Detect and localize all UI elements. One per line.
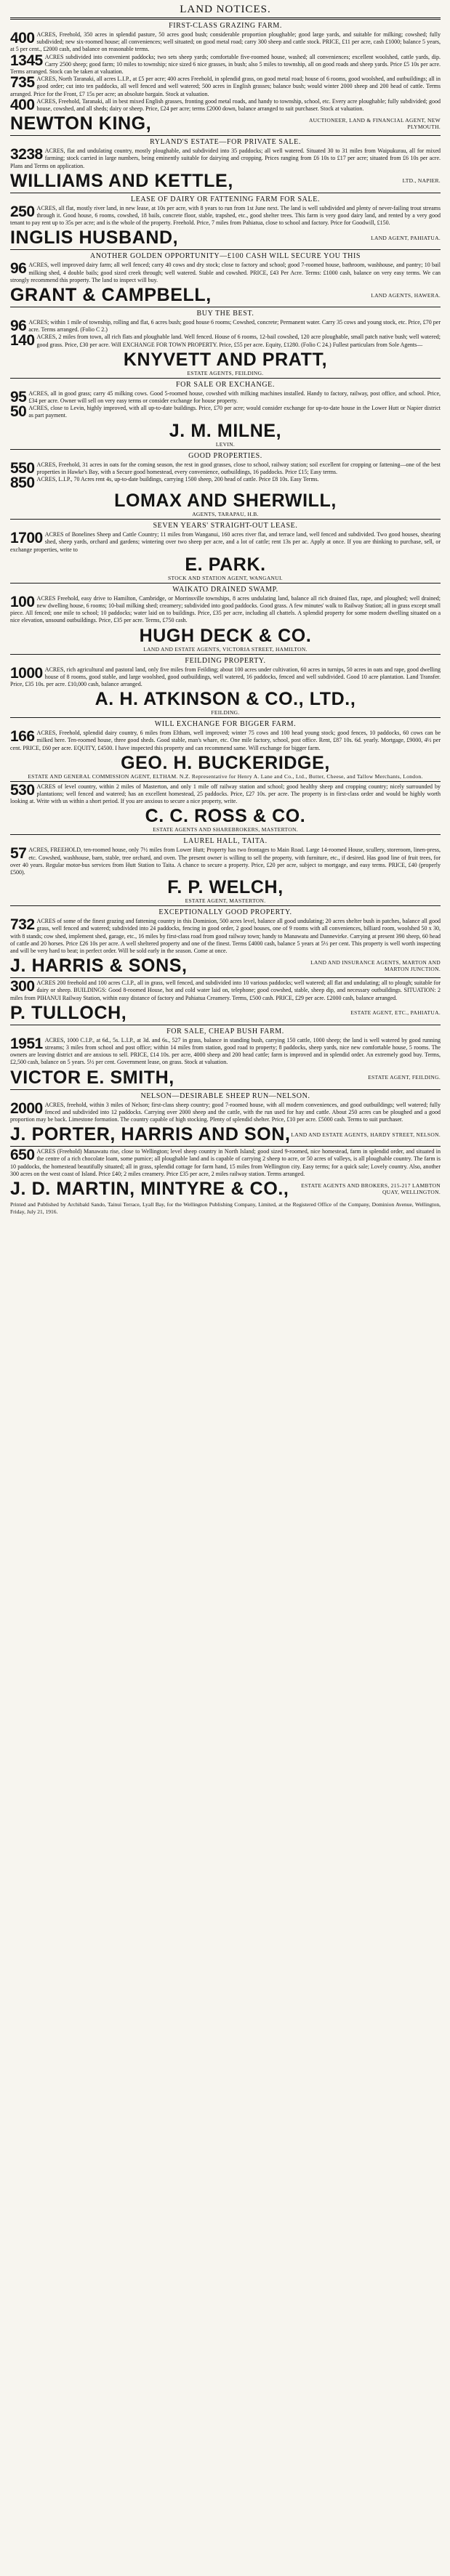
agent-address: AUCTIONEER, LAND & FINANCIAL AGENT, NEW PLYMOUTH. [308, 117, 441, 131]
agent-address: LAND AND ESTATE AGENTS, VICTORIA STREET, HAMILTON. [143, 645, 308, 653]
ad-text: ACRES, 2 miles from town, all rich flats and ploughable land. Well fenced. House of 6 rooms, 12-bail cowshed, 120 acre ploughable, small patch native bush; well watered; good grass. Price, £30 per acre. Will EXCHANGE FOR TOWN PROPERTY. Price, £55 per acre. Equity, £1280. (Folio C 24.) Fullest particulars from Sole Agents— [36, 334, 441, 348]
agent-address: FEILDING. [211, 709, 240, 716]
ad-text: ACRES of some of the finest grazing and fattening country in this Dominion, 500 acres level, balance all good undulating; 20 acres shelter bush in patches, balance all good grass, well fenced and watered; subdivided into 24 paddocks, fencing in good order, 2 good houses, one of 9 rooms with all conveniences, billiard room, woolshed 50 x 30, with 8 stands; cow shed, implement shed, garage, etc., 16 miles by first-class road from good railway town; handy to Manawatu and Dannevirke. Carrying at present 390 sheep, 60 head of cattle and 20 horses. Price £26 10s per acre. A well sheltered property and one of the finest. Terms £4000 cash, balance 5 years at 5½ per cent. This property is well worth inspecting and will be very hard to beat; in perfect order. Will be sold early in the season. Come at once. [10, 918, 441, 954]
agent-signature [10, 490, 441, 517]
acreage-figure: 57 [10, 845, 27, 863]
ad-paragraph [10, 148, 441, 170]
ad-subhead: FOR SALE, CHEAP BUSH FARM. [166, 1027, 284, 1035]
agent-signature [10, 626, 441, 653]
land-ad [10, 980, 441, 1023]
ad-paragraph [10, 476, 441, 490]
ad-text: ACRES, FREEHOLD, ten-roomed house, only 7½ miles from Lower Hutt; Property has two frontages to Main Road. Large 14-roomed House, scullery, storeroom, linen-press, etc. Cowshed, washhouse, barn, stable, tree orchard, and oven. The present owner is willing to sell the property, with furniture, etc., if desired. Has good line of fruit trees, for over 40 years. Regular motor-bus services from Hutt Station to Taita. A chance to secure a property. Price, £20 per acre, subject to mortgage, and easy terms. PRICE, £40 (properly £500). [10, 847, 441, 876]
agent-address: ESTATE AGENT, ETC., PAHIATUA. [350, 1009, 441, 1017]
land-ad [10, 1148, 441, 1199]
ad-subhead: WAIKATO DRAINED SWAMP. [172, 585, 278, 594]
printer-imprint: Printed and Published by Archibald Sando, Tainui Terrace, Lyall Bay, for the Wellington Publishing Company, Limited, at the Registered Office of the Company, Dominion Avenue, Wellington, Friday, July 21, 1916. [10, 1201, 441, 1215]
agent-name: WILLIAMS AND KETTLE, [10, 170, 233, 191]
ad-subhead: EXCEPTIONALLY GOOD PROPERTY. [158, 908, 292, 917]
ad-text: ACRES, flat and undulating country, mostly ploughable, and subdivided into 35 paddocks; all well watered. Situated 30 to 31 miles from Waipukurau, all for mixed farming; stock carried in large numbers, being eminently suitable for dairying and cropping. Prices ranging from £6 10s to £17 per acre; situated from £6 10s per acre. Plans and Terms on application. [10, 148, 441, 169]
acreage-figure: 850 [10, 475, 35, 492]
ad-paragraph [10, 262, 441, 284]
ad-paragraph [10, 98, 441, 113]
agent-name: KNYVETT AND PRATT, [123, 349, 328, 370]
ad-divider [10, 1089, 441, 1090]
agent-address: ESTATE AGENT, MASTERTON. [185, 897, 266, 905]
agent-name: GRANT & CAMPBELL, [10, 285, 212, 306]
ad-subhead: FEILDING PROPERTY. [185, 656, 266, 665]
ad-subhead: FOR SALE OR EXCHANGE. [176, 380, 275, 389]
agent-name: F. P. WELCH, [167, 877, 284, 898]
ad-paragraph [10, 980, 441, 1002]
ad-paragraph [10, 31, 441, 54]
ad-text: ACRES, North Taranaki, all acres L.I.P., at £5 per acre; 400 acres Freehold, in splendid grass, on good metal road; house of 6 rooms, good woolshed, and outbuildings; all in good order; cut into ten paddocks, all well fenced and well watered; 500 acres in English grasses; balance bush; would winter 2000 sheep and 200 head of cattle. Terms arranged. Price for the Front, £7 15s per acre; an absolute bargain. Stock at valuation. [10, 76, 441, 97]
land-ad [10, 380, 441, 448]
agent-address: LAND AGENT, PAHIATUA. [371, 234, 441, 241]
agent-name: GEO. H. BUCKERIDGE, [121, 752, 330, 773]
ad-paragraph [10, 531, 441, 554]
ad-text: ACRES of level country, within 2 miles of Masterton, and only 1 mile off railway station and school; good healthy sheep and cropping country; nicely surrounded by plantations; well fenced and watered; has an excellent homestead, 25 paddocks. Price, £27 10s. per acre. The property is in first-class order and would be highly worth looking at. Write with us within a short period. If you are anxious to secure a nice property, write. [10, 783, 441, 805]
ad-paragraph [10, 461, 441, 476]
ad-subhead: WILL EXCHANGE FOR BIGGER FARM. [154, 720, 297, 729]
acreage-figure: 530 [10, 781, 35, 799]
ad-paragraph [10, 847, 441, 876]
ad-divider [10, 977, 441, 978]
ad-divider [10, 249, 441, 250]
ad-text: ACRES, well improved dairy farm; all well fenced; carry 40 cows and dry stock; close to factory and school; good 7-roomed house, bathroom, washhouse, and pantry; 10 bail milking shed, 4 double bails; good sized creek through; well watered. Stable and cowshed. PRICE, £43 Per Acre. Terms: £1000 cash, balance on very easy terms. We can strongly recommend this property. The land to inspect will buy. [10, 262, 441, 283]
ad-subhead: GOOD PROPERTIES. [188, 451, 262, 460]
land-ad [10, 195, 441, 249]
ad-text: ACRES Freehold, easy drive to Hamilton, Cambridge, or Morrinsville townships, 8 acres undulating land, balance all rich drained flax, rape, and ploughed; well drained; new dwelling house, 6 rooms; 10-bail milking shed; creamery; subdivided into good paddocks. Good grass. A few minutes' walk to Railway Station; all in grass except small piece. All fenced; one mile to school; 10 paddocks; water laid on to buildings. Price, £35 per acre, including all chattels. A splendid property for some modern dwelling situated on a nice elevation, unsound outbuildings. Price, £35 per acre. Terms, £750 cash. [10, 594, 441, 624]
ads-list [10, 21, 441, 1199]
ad-paragraph [10, 783, 441, 806]
acreage-figure: 735 [10, 74, 35, 92]
ad-subhead: LEASE OF DAIRY OR FATTENING FARM FOR SALE. [130, 195, 321, 203]
ad-text: ACRES, Freehold, 31 acres in oats for the coming season, the rest in good grasses, close to school, railway station; soil excellent for cropping or fattening—one of the best properties in Hawke's Bay, with a Secure good homestead, every convenience, outbuildings, 16 paddocks. Price £15; Easy terms. [36, 461, 441, 475]
ad-text: ACRES subdivided into convenient paddocks; two sets sheep yards; comfortable five-roomed house, washed; all conveniences; excellent woolshed, cattle yards, dip. Carry 2500 sheep; good farm; 10 miles to township; nice sized 6 nice grasses, in bush; also 5 miles to township, all on good roads and sheep yards. Price £5 10s per acre. Terms arranged. Stock can be taken at valuation. [10, 53, 441, 76]
land-ad [10, 1027, 441, 1088]
acreage-figure: 1700 [10, 530, 43, 547]
ad-text: ACRES, close to Levin, highly improved, with all up-to-date buildings. Price, £70 per acre; would consider exchange for up-to-date house in the Lower Hutt or Napier district as part payment. [28, 405, 441, 419]
agent-name: P. TULLOCH, [10, 1002, 127, 1023]
land-ad [10, 521, 441, 581]
acreage-figure: 550 [10, 459, 35, 477]
page-title: LAND NOTICES. [180, 4, 271, 15]
ad-divider [10, 449, 441, 450]
agent-name: LOMAX AND SHERWILL, [114, 490, 337, 512]
ad-divider [10, 135, 441, 136]
acreage-figure: 95 [10, 388, 27, 405]
agent-name: VICTOR E. SMITH, [10, 1067, 174, 1088]
agent-name: J. HARRIS & SONS, [10, 956, 188, 977]
agent-name: J. M. MILNE, [169, 420, 282, 441]
ad-subhead: ANOTHER GOLDEN OPPORTUNITY—£100 CASH WILL SECURE YOU THIS [89, 252, 361, 261]
agent-address: LEVIN. [215, 440, 236, 448]
acreage-figure: 140 [10, 332, 35, 350]
agent-signature [10, 1179, 441, 1199]
acreage-figure: 96 [10, 318, 27, 335]
acreage-figure: 2000 [10, 1099, 43, 1117]
agent-signature [10, 554, 441, 581]
ad-text: ACRES, Freehold, splendid dairy country, 6 miles from Eltham, well improved; winter 75 cows and 100 head young stock; good fences, 10 paddocks, 60 cows can be milked here. Ten-roomed house, three good sheds. Good stable, man's whare, etc. One mile factory, school, post office. Rent, £87 10s. 6d. yearly. Mortgage, £9000, 4½ per cent. PRICE, £60 per acre. EQUITY, £4500. I have inspected this property and can recommend same. Will exchange for bigger farm. [10, 730, 441, 751]
agent-name: J. D. MARTIN, MINTYRE & CO., [10, 1179, 289, 1200]
acreage-figure: 1345 [10, 52, 43, 69]
ad-paragraph [10, 666, 441, 689]
ad-text: ACRES of Bonelines Sheep and Cattle Country; 11 miles from Wanganui, 160 acres river flat, and terrace land, well fenced and subdivided. Two good houses, shearing shed, sheep yards, orchard and gardens; wintering over two sheep per acre, and a lot of cattle; rent 13s per ac. Apply at once. If you are thinking to purchase, sell, or exchange properties, write to [10, 531, 441, 553]
ad-divider [10, 781, 441, 782]
ad-paragraph [10, 1037, 441, 1067]
acreage-figure: 250 [10, 203, 35, 220]
ad-text: ACRES; within 1 mile of township, rolling and flat, 6 acres bush; good house 6 rooms; Cowshed, concrete; Permanent water. Carry 35 cows and young stock, etc. Price, £70 per acre. Terms arranged. (Folio C 2.) [28, 319, 441, 334]
agent-signature [10, 689, 441, 716]
agent-signature [10, 1067, 441, 1088]
agent-address: LAND AND INSURANCE AGENTS, MARTON AND MARTON JUNCTION. [310, 959, 441, 973]
acreage-figure: 50 [10, 403, 27, 421]
ad-paragraph [10, 54, 441, 76]
ad-text: ACRES, all in good grass; carry 45 milking cows. Good 5-roomed house, cowshed with milking machines installed. Handy to factory, railway, post office, and school. Price, £34 per acre. Owner will sell on very easy terms or consider exchange for house property. [28, 389, 441, 405]
ad-text: ACRES, 1000 C.I.P., at 6d., 5s. L.I.P., at 3d. and 6s., 527 in grass, balance in standing bush, carrying 150 cattle, 1000 sheep; the land is well watered by good running streams; 3 miles from school and post office; within 14 miles from station, good road to property; 8 paddocks, sheep yards, nice new comfortable house, 5 rooms. The owners are leaving district and are anxious to sell. PRICE, £14 10s. per acre, 4000 sheep and 200 head cattle; farm is improved and in splendid order. An extremely good buy. Terms, £2,500 cash, balance on 5 years. 5½ per cent. Government lease, on grass. Stock at valuation. [10, 1036, 441, 1066]
land-ad [10, 836, 441, 904]
land-notices-column [10, 3, 441, 2572]
agent-address: LAND AND ESTATE AGENTS, HARDY STREET, NELSON. [291, 1131, 441, 1138]
agent-address: ESTATE AGENTS AND SHAREBROKERS, MASTERTON. [153, 826, 298, 833]
agent-signature [10, 171, 441, 191]
ad-divider [10, 1146, 441, 1147]
land-ad [10, 783, 441, 833]
ad-divider [10, 583, 441, 584]
acreage-figure: 166 [10, 728, 35, 746]
agent-signature [10, 113, 441, 134]
land-ad [10, 719, 441, 780]
ad-divider [10, 905, 441, 906]
ad-paragraph [10, 390, 441, 405]
agent-signature [10, 877, 441, 904]
heading-rule [10, 17, 441, 20]
agent-name: INGLIS HUSBAND, [10, 227, 179, 249]
ad-paragraph [10, 405, 441, 419]
ad-paragraph [10, 319, 441, 334]
ad-text: ACRES, Freehold, Taranaki, all in best mixed English grasses, fronting good metal roads, and handy to township, school, etc. Every acre ploughable; fully subdivided; good house, cowshed, and all sheds; dairy or sheep. Price, £24 per acre; terms £2000 down, balance arranged to suit purchaser. Stock at valuation. [36, 97, 441, 113]
land-ad [10, 1091, 441, 1145]
ad-paragraph [10, 334, 441, 348]
agent-address: ESTATE AND GENERAL COMMISSION AGENT, ELTHAM. N.Z. Representative for Henry A. Lane and Co., Ltd., Butter, Cheese, and Tallow Merchants, London. [28, 772, 423, 780]
ad-paragraph [10, 1148, 441, 1178]
ad-paragraph [10, 918, 441, 955]
ad-subhead: RYLAND'S ESTATE—FOR PRIVATE SALE. [150, 138, 301, 147]
ad-text: ACRES (Freehold) Manawatu rise, close to Wellington; level sheep country in North Island; good sized 9-roomed, nice homestead, farm in splendid order, and situated in the centre of a rich chocolate loam, some pumice; all ploughable land and is capable of carrying 2 sheep to acre, or 50 acres of valleys, is all ploughable country. The farm is 10 paddocks, the homestead beautifully situated; all in grass, splendid cottage for farm hand, 15 miles from Wellington city. Easy terms; for a quick sale; Lovely country. Also, another 300 acres on the west coast of Island. Price £40; 2 miles creamery. Price £35 per acre, 2 miles railway station. Terms arranged. [10, 1148, 441, 1177]
agent-signature [10, 1124, 441, 1144]
agent-name: NEWTON KING, [10, 113, 152, 134]
agent-name: C. C. ROSS & CO. [145, 806, 306, 827]
acreage-figure: 400 [10, 30, 35, 47]
ad-text: ACRES, all flat, mostly river land, in new lease, at 10s per acre, with 8 years to run from 1st June next. The land is well subdivided and plenty of never-failing trout streams through it. Good house, 6 rooms, cowshed, 18 bails, concrete floor, stable, trapshed, etc., good shelter trees. This farm is very good dairy land, and rented by a very good tenant to pay rent up to 35s per acre; and is the whole of the property. Freehold. Price, 7 miles from Pahiatua, close to school and factory. Price for Goodwill, £150. [10, 204, 441, 227]
ad-divider [10, 519, 441, 520]
ad-divider [10, 834, 441, 835]
land-ad [10, 137, 441, 191]
ad-divider [10, 654, 441, 655]
acreage-figure: 96 [10, 260, 27, 278]
land-ad [10, 585, 441, 653]
agent-signature [10, 753, 441, 780]
land-ad [10, 451, 441, 517]
agent-signature [10, 285, 441, 305]
agent-signature [10, 806, 441, 833]
ad-text: ACRES, freehold, within 3 miles of Nelson; first-class sheep country; good 7-roomed house, with all modern conveniences, and good outbuildings; well watered; fully fenced and subdivided into 12 paddocks. Carrying over 2000 sheep and the cattle, with the run used for hay and cattle. About 250 acres can be ploughed and a good proportion may be back. Limestone formation. The country capable of high stocking. Plenty of splendid shelter. Price, £10 per acre. £5000 cash. Terms to suit purchaser. [10, 1101, 441, 1123]
agent-address: ESTATE AGENT, FEILDING. [368, 1074, 441, 1081]
agent-name: A. H. ATKINSON & CO., LTD., [95, 689, 356, 710]
ad-paragraph [10, 1099, 441, 1124]
acreage-figure: 1951 [10, 1035, 43, 1052]
agent-address: ESTATE AGENTS, FEILDING. [187, 369, 264, 376]
agent-signature [10, 421, 441, 448]
ad-subhead: SEVEN YEARS' STRAIGHT-OUT LEASE. [153, 522, 298, 530]
ad-paragraph [10, 730, 441, 752]
land-ad [10, 908, 441, 976]
agent-signature [10, 227, 441, 248]
ad-text: ACRES, L.I.P., 70 Acres rent 4s, up-to-date buildings, carrying 1500 sheep, 200 head of cattle. Price £8 10s. Easy Terms. [36, 476, 319, 483]
agent-name: E. PARK. [185, 554, 266, 575]
ad-paragraph [10, 76, 441, 98]
acreage-figure: 300 [10, 978, 35, 996]
agent-address: STOCK AND STATION AGENT, WANGANUI. [168, 574, 283, 581]
ad-text: ACRES 200 freehold and 100 acres C.I.P., all in grass, well fenced, and subdivided into 10 various paddocks; well watered; all flat and undulating; all to plough; suitable for dairy or sheep. BUILDINGS: Good 8-roomed House, hot and cold water laid on, telephone; good cowshed, stable, sheep dip, and necessary outbuildings. SITUATION: 2 miles from PIHANUI Railway Station, within easy distance of factory and Pahiatua Creamery. Terms, £500 cash. PRICE, £29 per acre. £2000 cash, balance arranged. [10, 980, 441, 1001]
acreage-figure: 1000 [10, 664, 43, 682]
land-ad [10, 21, 441, 134]
agent-name: HUGH DECK & CO. [139, 625, 312, 646]
ad-paragraph [10, 205, 441, 227]
ad-divider [10, 717, 441, 718]
ad-text: ACRES, Freehold, 350 acres in splendid pasture, 50 acres good bush; considerable proportion ploughable; good large yards, and suitable for milking; cowshed; fully subdivided; new six-roomed house; all conveniences; well situated; on good metal road; carry 300 sheep and cattle stock. PRICE, £11 per acre, cash £1000; balance 5 years, at 5 per cent., £2000 cash, and balance on reasonable terms. [10, 31, 441, 53]
land-ad [10, 656, 441, 716]
agent-signature [10, 956, 441, 976]
ad-divider [10, 378, 441, 379]
agent-signature [10, 1003, 441, 1023]
ad-paragraph [10, 595, 441, 625]
acreage-figure: 3238 [10, 146, 43, 163]
agent-address: LTD., NAPIER. [402, 177, 441, 185]
ad-subhead: BUY THE BEST. [196, 310, 254, 318]
acreage-figure: 732 [10, 916, 35, 934]
agent-address: ESTATE AGENTS AND BROKERS, 215-217 LAMBTON QUAY, WELLINGTON. [301, 1182, 441, 1196]
land-ad [10, 309, 441, 376]
acreage-figure: 400 [10, 96, 35, 113]
agent-signature [10, 350, 441, 376]
acreage-figure: 100 [10, 593, 35, 610]
agent-address: LAND AGENTS, HAWERA. [371, 291, 441, 299]
ad-subhead: FIRST-CLASS GRAZING FARM. [169, 22, 282, 30]
agent-name: J. PORTER, HARRIS AND SON, [10, 1124, 291, 1145]
ad-text: ACRES, rich agricultural and pastoral land, only five miles from Feilding; about 100 acres under cultivation, 60 acres in turnips, 50 acres in oats and rape, good dwelling house of 8 rooms, good stable, and large woolshed, good outbuildings, well watered, 16 paddocks, fenced and well subdivided. Good 10 acre plantation. Land Transfer. Price, £35 10s. per acre. £10,000 cash, balance arranged. [10, 666, 441, 687]
acreage-figure: 650 [10, 1147, 35, 1164]
agent-address: AGENTS, TARAPAU, H.B. [192, 511, 259, 518]
ad-subhead: NELSON—DESIRABLE SHEEP RUN—NELSON. [140, 1091, 310, 1100]
land-ad [10, 251, 441, 305]
ad-subhead: LAUREL HALL, TAITA. [183, 837, 268, 846]
